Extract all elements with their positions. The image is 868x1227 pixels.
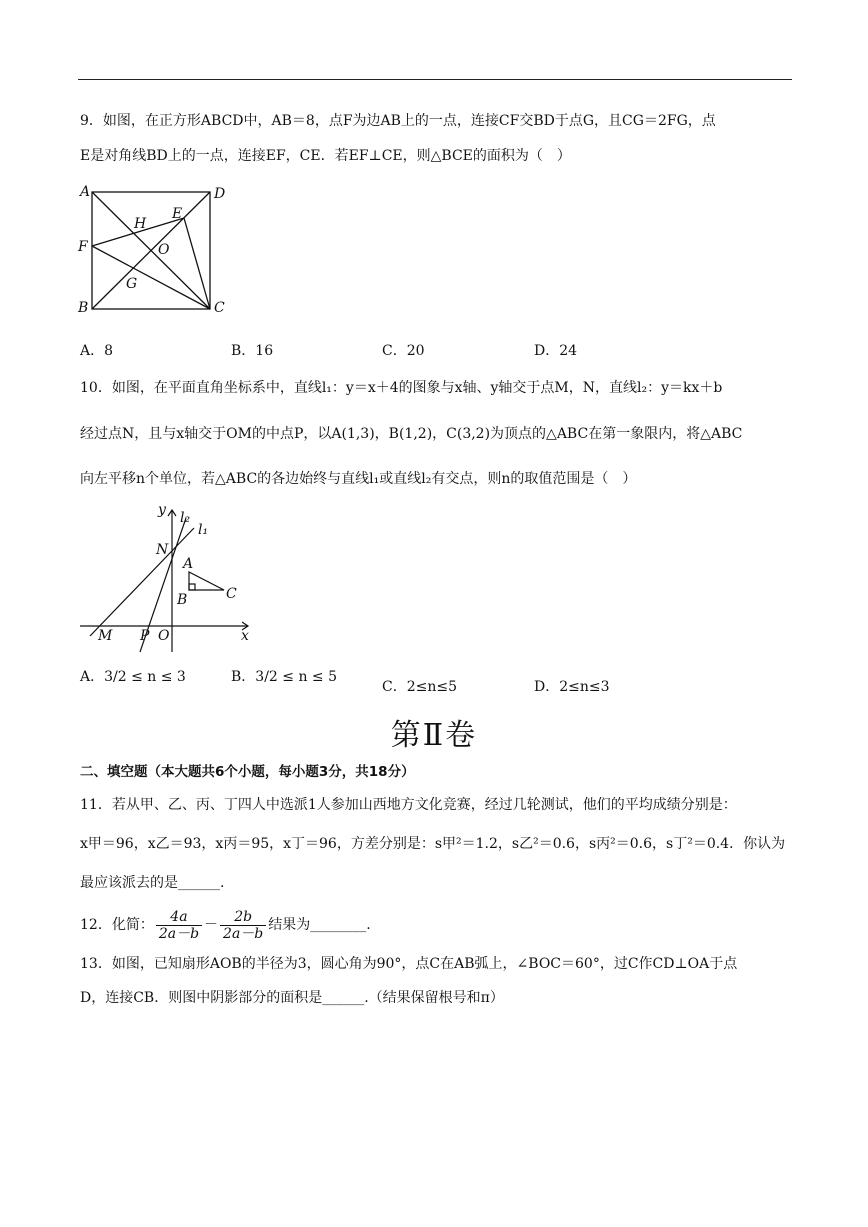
q10-option-d: D．2≤n≤3: [534, 679, 610, 695]
q10-option-b: B．3/2 ≤ n ≤ 5: [231, 669, 338, 685]
q10-line-3: [80, 469, 636, 489]
q10-label-n: N: [156, 542, 169, 558]
section-title: 第Ⅱ卷: [390, 718, 478, 753]
q10-label-l1: l₁: [198, 522, 209, 538]
q12-number: 12．: [80, 917, 112, 933]
q10-text-1: 如图，在平面直角坐标系中，直线l₁：y＝x＋4的图象与x轴、y轴交于点M，N，直线l₂：y＝kx＋b: [111, 380, 723, 396]
q9-label-h: H: [134, 216, 147, 232]
q11-text-1: 若从甲、乙、丙、丁四人中选派1人参加山西地方文化竞赛，经过几轮测试，他们的平均成绩分别是：: [111, 797, 737, 813]
q9-line-2: [80, 146, 571, 166]
header-rule: [78, 79, 792, 80]
q9-figure: [74, 180, 234, 320]
q9-label-b: B: [78, 300, 89, 316]
q11-text-3: 最应该派去的是______.: [80, 875, 225, 891]
q13-number: 13．: [80, 956, 112, 972]
q9-option-c: C．20: [382, 343, 425, 359]
q9-label-a: A: [80, 184, 91, 200]
q9-label-e: E: [172, 206, 183, 222]
q9-option-b: B．16: [231, 343, 274, 359]
q12-fraction-1: $\frac{4a}{2a-b}$: [156, 909, 202, 942]
q11-means: x甲＝96，x乙＝93，x丙＝95，x丁＝96，方差分别是：s甲²＝1.2，s乙²＝0.6，s丙²＝0.6，s丁²＝0.4．你认为: [80, 836, 786, 852]
q10-label-y: y: [158, 502, 166, 518]
q9-line-1: [80, 111, 716, 131]
q10-text-3: 向左平移n个单位，若△ABC的各边始终与直线l₁或直线l₂有交点，则n的取值范围是（ ）: [80, 471, 637, 487]
q10-label-c: C: [226, 586, 237, 602]
q9-option-d: D．24: [534, 343, 578, 359]
q10-option-a: A．3/2 ≤ n ≤ 3: [80, 669, 186, 685]
q13-line-1: [80, 954, 737, 974]
q9-label-f: F: [78, 239, 88, 255]
q9-label-c: C: [214, 300, 225, 316]
q9-option-a: A．8: [80, 343, 114, 359]
q9-label-o: O: [158, 242, 170, 258]
q10-label-b: B: [177, 592, 188, 608]
q13-text-2: D，连接CB．则图中阴影部分的面积是______.（结果保留根号和π）: [80, 990, 504, 1006]
q10-label-x: x: [241, 628, 249, 644]
q9-number: 9．: [80, 113, 103, 129]
q10-number: 10．: [80, 380, 112, 396]
q9-label-d: D: [214, 186, 226, 202]
q13-text-1: 如图，已知扇形AOB的半径为3，圆心角为90°，点C在AB弧上，∠BOC＝60°，过C作CD⊥OA于点: [111, 956, 738, 972]
q9-label-g: G: [126, 276, 138, 292]
q11-line-3: [80, 873, 224, 893]
q10-line-2: [80, 424, 742, 444]
q10-label-l2: l₂: [180, 510, 191, 526]
q12-fraction-2: $\frac{2b}{2a-b}$: [220, 909, 266, 942]
q13-line-2: [80, 988, 504, 1008]
q9-text-1: 如图，在正方形ABCD中，AB＝8，点F为边AB上的一点，连接CF交BD于点G，且CG＝2FG，点: [102, 113, 716, 129]
q11-line-2: [80, 834, 785, 854]
q10-label-o: O: [158, 628, 170, 644]
q11-line-1: [80, 795, 737, 815]
q10-text-2: 经过点N，且与x轴交于OM的中点P，以A(1,3)，B(1,2)，C(3,2)为顶点的△ABC在第一象限内，将△ABC: [80, 426, 743, 442]
q12-suffix: 结果为________.: [268, 917, 371, 933]
q10-label-p: P: [140, 628, 150, 644]
q10-label-m: M: [98, 628, 113, 644]
q10-figure: [76, 500, 266, 660]
q12-line: 12．化简： $\frac{4a}{2a-b}$ － $\frac{2b}{2a-b}$ 结果为________.: [80, 908, 371, 942]
q12-prefix: 化简：: [111, 917, 154, 933]
section-heading: 二、填空题（本大题共6个小题，每小题3分，共18分）: [80, 764, 415, 780]
q10-line-1: [80, 378, 722, 398]
q10-option-c: C．2≤n≤5: [382, 679, 458, 695]
q9-text-2: E是对角线BD上的一点，连接EF，CE．若EF⊥CE，则△BCE的面积为（ ）: [80, 148, 571, 164]
q10-label-a: A: [183, 556, 194, 572]
q11-number: 11．: [80, 797, 112, 813]
